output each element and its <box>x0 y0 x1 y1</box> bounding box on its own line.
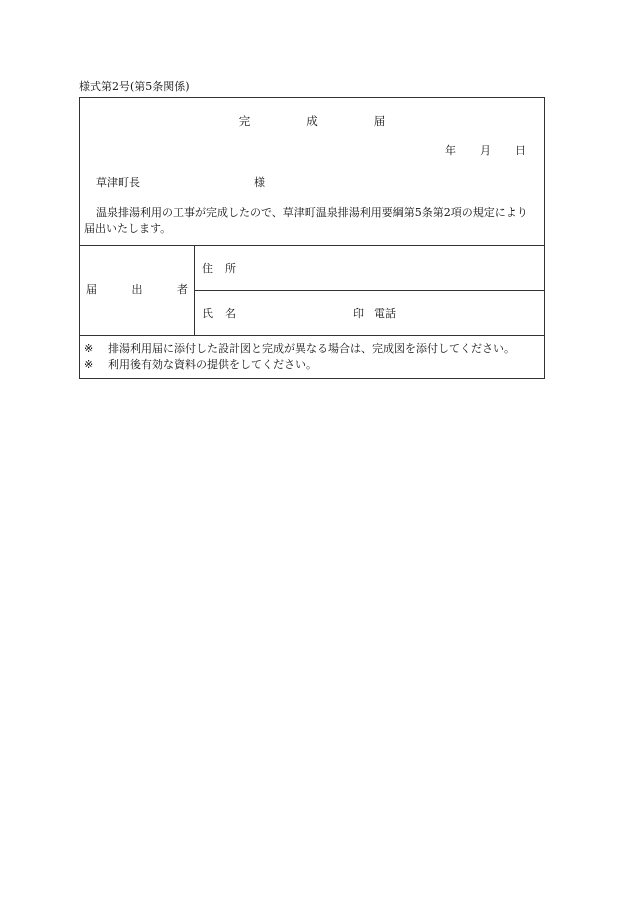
note-item <box>84 342 515 357</box>
applicant-label-char-1: 届 <box>86 283 97 296</box>
date-line <box>445 144 526 159</box>
note-text: 排湯利用届に添付した設計図と完成が異なる場合は、完成図を添付してください。 <box>108 342 515 355</box>
address-row[interactable] <box>195 246 544 291</box>
applicant-label-char-2: 出 <box>131 283 143 296</box>
name-label <box>202 307 236 322</box>
year-label: 年 <box>445 144 456 157</box>
addressee-name: 草津町長 <box>96 176 140 189</box>
applicant-label-char-3: 者 <box>177 283 188 296</box>
title-char-3: 届 <box>373 114 386 128</box>
completion-notice-form <box>79 97 545 379</box>
applicant-label-cell <box>80 246 195 335</box>
address-label-char-2: 所 <box>225 262 236 275</box>
applicant-section <box>80 246 544 336</box>
seal-phone-line <box>353 307 396 322</box>
name-row[interactable] <box>195 291 544 336</box>
title-char-2: 成 <box>306 114 318 128</box>
month-label: 月 <box>480 144 491 157</box>
form-title <box>80 114 544 130</box>
address-label-char-1: 住 <box>202 262 213 275</box>
notes-section <box>80 336 544 380</box>
addressee-line <box>96 176 265 191</box>
note-text: 利用後有効な資料の提供をしてください。 <box>108 358 317 371</box>
day-label: 日 <box>515 144 526 157</box>
phone-label: 電話 <box>374 307 396 320</box>
seal-label: 印 <box>353 307 364 320</box>
form-number: 様式第2号(第5条関係) <box>79 80 190 93</box>
header-section <box>80 98 544 246</box>
address-label <box>202 262 236 277</box>
note-item <box>84 358 317 373</box>
notice-body-text: 温泉排湯利用の工事が完成したので、草津町温泉排湯利用要綱第5条第2項の規定により届出いたします。 <box>84 206 528 235</box>
note-mark: ※ <box>84 342 94 355</box>
name-label-char-2: 名 <box>225 307 236 320</box>
title-char-1: 完 <box>238 114 251 128</box>
note-mark: ※ <box>84 358 94 371</box>
name-label-char-1: 氏 <box>202 307 213 320</box>
addressee-honorific: 様 <box>254 176 265 189</box>
